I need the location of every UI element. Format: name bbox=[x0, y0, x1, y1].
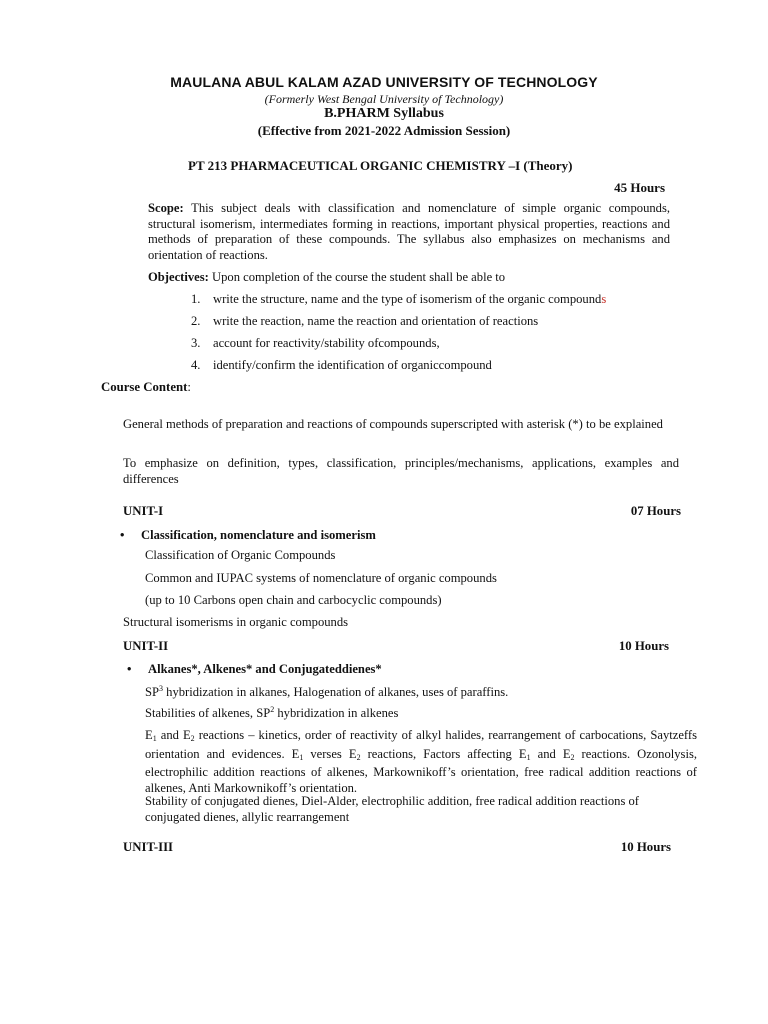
university-name: MAULANA ABUL KALAM AZAD UNIVERSITY OF TECHNOLOGY bbox=[170, 74, 598, 90]
list-item bbox=[191, 314, 606, 336]
list-text: identify/confirm the identification of organiccompound bbox=[213, 358, 492, 372]
unit-1-topic bbox=[120, 528, 376, 543]
scope-label: Scope: bbox=[148, 201, 184, 215]
list-item bbox=[191, 358, 606, 380]
list-number: 4. bbox=[191, 358, 201, 372]
list-item bbox=[191, 292, 606, 314]
list-number: 1. bbox=[191, 292, 201, 306]
effective-session: (Effective from 2021-2022 Admission Session) bbox=[257, 123, 511, 138]
unit-1-hours: 07 Hours bbox=[630, 504, 681, 518]
course-title: PT 213 PHARMACEUTICAL ORGANIC CHEMISTRY –I (Theory) bbox=[188, 158, 573, 173]
syllabus-title: B.PHARM Syllabus bbox=[324, 106, 444, 121]
unit-1-header bbox=[123, 504, 681, 519]
former-name: (Formerly West Bengal University of Technology) bbox=[264, 92, 504, 106]
course-content-heading: Course Content: bbox=[101, 380, 191, 394]
list-number: 2. bbox=[191, 314, 201, 328]
list-number: 3. bbox=[191, 336, 201, 350]
objectives-text: Upon completion of the course the student shall be able to bbox=[212, 270, 506, 284]
list-text: write the reaction, name the reaction and orientation of reactions bbox=[213, 314, 539, 328]
unit-2-paragraph: Stability of conjugated dienes, Diel-Alder, electrophilic addition, free radical addition reactions of conjugated dienes, allylic rearrangement bbox=[145, 794, 639, 824]
unit-2-header bbox=[123, 639, 669, 654]
bullet-icon: • bbox=[120, 528, 125, 542]
unit-3-header bbox=[123, 840, 671, 855]
unit-2-topic-text: Alkanes*, Alkenes* and Conjugateddienes* bbox=[148, 662, 382, 676]
bullet-icon: • bbox=[127, 662, 132, 676]
objectives-intro bbox=[148, 270, 505, 285]
course-hours: 45 Hours bbox=[614, 180, 665, 195]
unit-1-line: Common and IUPAC systems of nomenclature of organic compounds bbox=[145, 571, 497, 585]
unit-2-paragraph: $E_1$ and $E_2$ reactions – kinetics, order of reactivity of alkyl halides, rearrangement of carbocations, Saytzeffs orientation and evidences. $E_1$ verses $E_2$ reactions, Factors affecting $E_1$ and $E_2$ reactions. Ozonolysis, electrophilic addition reactions of alkenes, Markownikoff’s orientation, free radical addition reactions of alkenes, Anti Markownikoff’s orientation. bbox=[145, 728, 698, 795]
list-text: write the structure, name and the type of isomerism of the organic compounds bbox=[213, 292, 607, 306]
unit-2-line: $SP^3$ hybridization in alkanes, Halogenation of alkanes, uses of paraffins. bbox=[145, 684, 509, 699]
list-item bbox=[191, 336, 606, 358]
unit-1-title: UNIT-I bbox=[123, 504, 164, 518]
scope-paragraph bbox=[148, 201, 670, 263]
list-text-suffix: s bbox=[601, 292, 607, 306]
list-text: account for reactivity/stability ofcompounds, bbox=[213, 336, 440, 350]
unit-2-title: UNIT-II bbox=[123, 639, 169, 653]
unit-3-title: UNIT-III bbox=[123, 840, 174, 854]
scope-text: This subject deals with classification and nomenclature of simple organic compounds, structural isomerism, intermediates forming in reactions, important physical properties, reactions and methods of preparation of these compounds. The syllabus also emphasizes on mechanisms and orientation of reactions. bbox=[148, 201, 671, 262]
general-methods-note: General methods of preparation and reactions of compounds superscripted with asterisk (*) to be explained bbox=[123, 417, 663, 431]
unit-2-hours: 10 Hours bbox=[618, 639, 669, 653]
unit-1-line: Structural isomerisms in organic compounds bbox=[123, 615, 349, 629]
unit-2-line: Stabilities of alkenes, $SP^2$ hybridization in alkenes bbox=[145, 705, 399, 720]
unit-1-line: (up to 10 Carbons open chain and carbocyclic compounds) bbox=[145, 593, 442, 607]
objectives-list bbox=[191, 292, 606, 380]
emphasize-note: To emphasize on definition, types, classification, principles/mechanisms, applications, examples and differences bbox=[123, 456, 679, 486]
unit-1-line: Classification of Organic Compounds bbox=[145, 548, 336, 562]
unit-2-topic bbox=[127, 662, 382, 677]
unit-3-hours: 10 Hours bbox=[620, 840, 671, 854]
objectives-label: Objectives: bbox=[148, 270, 209, 284]
unit-1-topic-text: Classification, nomenclature and isomerism bbox=[141, 528, 376, 542]
